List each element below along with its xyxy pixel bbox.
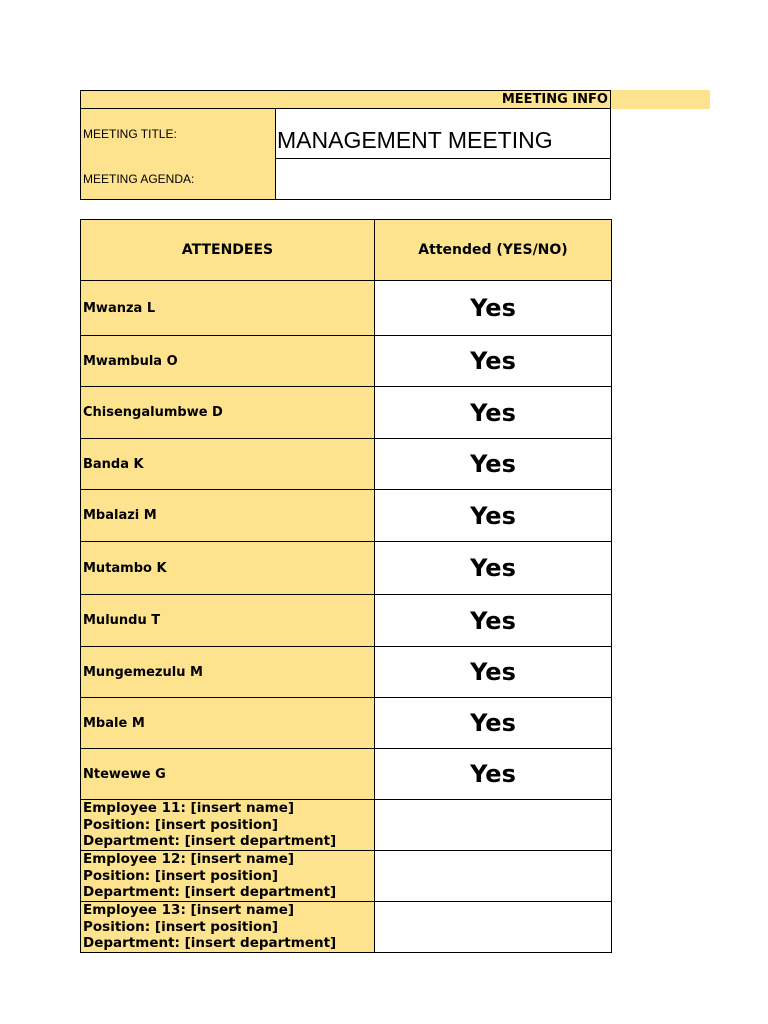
table-row (81, 439, 612, 490)
attendee-name-cell[interactable]: Mutambo K (81, 542, 375, 595)
meeting-title-value[interactable]: MANAGEMENT MEETING (275, 109, 611, 159)
attendee-name-cell[interactable]: Banda K (81, 439, 375, 490)
meeting-info-header-fill (611, 90, 710, 109)
attendee-name-cell[interactable]: Mwanza L (81, 281, 375, 336)
attendees-column-header: ATTENDEES (81, 220, 375, 281)
meeting-agenda-value[interactable] (275, 158, 611, 200)
meeting-title-label: MEETING TITLE: (80, 109, 276, 159)
table-row (81, 647, 612, 698)
placeholder-employee-cell[interactable] (81, 902, 375, 953)
placeholder-position-line: Position: [insert position] (83, 918, 279, 935)
attended-cell[interactable] (375, 851, 612, 902)
attendee-name-cell[interactable]: Ntewewe G (81, 749, 375, 800)
placeholder-department-line: Department: [insert department] (83, 833, 337, 849)
attended-cell[interactable]: Yes (375, 698, 612, 749)
attendee-name-cell[interactable]: Mbale M (81, 698, 375, 749)
attended-cell[interactable]: Yes (375, 439, 612, 490)
placeholder-department-line: Department: [insert department] (83, 884, 337, 900)
placeholder-name-line: Employee 13: [insert name] (83, 902, 295, 918)
table-row (81, 542, 612, 595)
meeting-agenda-label: MEETING AGENDA: (80, 158, 276, 200)
placeholder-position-line: Position: [insert position] (83, 867, 279, 884)
table-row (81, 595, 612, 647)
attended-cell[interactable]: Yes (375, 542, 612, 595)
placeholder-employee-cell[interactable] (81, 800, 375, 851)
attended-cell[interactable]: Yes (375, 281, 612, 336)
attended-cell[interactable]: Yes (375, 749, 612, 800)
attended-column-header: Attended (YES/NO) (375, 220, 612, 281)
placeholder-row (81, 800, 612, 851)
attended-cell[interactable] (375, 902, 612, 953)
attendee-name-cell[interactable]: Mulundu T (81, 595, 375, 647)
placeholder-employee-cell[interactable] (81, 851, 375, 902)
attended-cell[interactable]: Yes (375, 336, 612, 387)
meeting-info-header: MEETING INFO (80, 90, 611, 109)
attendee-name-cell[interactable]: Mbalazi M (81, 490, 375, 542)
placeholder-position-line: Position: [insert position] (83, 816, 279, 833)
placeholder-department-line: Department: [insert department] (83, 935, 337, 951)
placeholder-row (81, 851, 612, 902)
table-row (81, 490, 612, 542)
placeholder-name-line: Employee 12: [insert name] (83, 851, 295, 867)
attendee-name-cell[interactable]: Mwambula O (81, 336, 375, 387)
attendee-name-cell[interactable]: Mungemezulu M (81, 647, 375, 698)
attended-cell[interactable]: Yes (375, 595, 612, 647)
attendance-table (80, 219, 612, 953)
table-row (81, 698, 612, 749)
placeholder-row (81, 902, 612, 953)
table-row (81, 336, 612, 387)
attendee-name-cell[interactable]: Chisengalumbwe D (81, 387, 375, 439)
attendance-header-row (81, 220, 612, 281)
placeholder-name-line: Employee 11: [insert name] (83, 800, 295, 816)
attended-cell[interactable]: Yes (375, 387, 612, 439)
attended-cell[interactable]: Yes (375, 647, 612, 698)
table-row (81, 387, 612, 439)
attended-cell[interactable] (375, 800, 612, 851)
table-row (81, 281, 612, 336)
table-row (81, 749, 612, 800)
attended-cell[interactable]: Yes (375, 490, 612, 542)
